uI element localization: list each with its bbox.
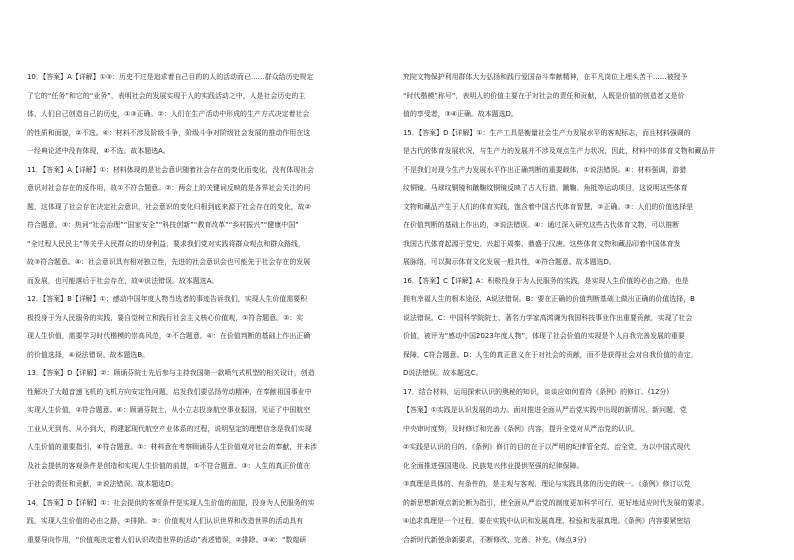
text-line: 合新时代新使命新要求，不断修改、完善、补充。(每点3分) (403, 535, 587, 544)
text-line: 14．【答案】D【详解】①：社会提供的客观条件是实现人生价值的前提，投身为人民服务的实 (27, 498, 315, 507)
left-column (27, 68, 390, 549)
text-line: 的性质和面貌，②不选。④：材料不涉及阶级斗争，阶级斗争对阶级社会发展的推动作用在这 (27, 128, 311, 137)
text-line: 15．【答案】D【详解】①：生产工具是衡量社会生产力发展水平的客观标志，而且材料强调的 (403, 128, 691, 137)
text-line: 化全面推进强国建设、民族复兴伟业提供坚强的纪律保障。 (403, 461, 584, 470)
text-line: 中央审时度势，及时修订和完善《条例》内容，提升全党对从严治党的认识。 (403, 424, 639, 433)
text-line: 题，这体现了社会存在决定社会意识，社会意识的变化归根到底来源于社会存在的变化，故② (27, 202, 311, 211)
text-line: 人生价值的重要指引，④符合题意。①：材料意在考察顾诵芬人生价值观对社会的奉献，并未涉 (27, 443, 318, 451)
text-line: 符合题意。③：热词“社会治理”“国家安全”“科技创新”“教育改革”“乡村振兴”“健康中国” (27, 221, 299, 229)
text-line: “全过程人民民主”等关乎人民群众的切身利益，要求我们党对实践将群众观点和群众路线， (27, 239, 305, 248)
text-line: 在价值判断的基础上作出的，③说法错误。④：通过深入研究这些古代体育文物，可以推断 (403, 221, 680, 229)
text-line: 展脉络，可以揭示体育文化发展一般共性，④符合题意。故本题选D。 (403, 258, 616, 266)
text-line: 极投身于为人民服务的实践，要自觉树立和践行社会主义核心价值观，①符合题意。②：实 (27, 313, 304, 322)
text-line: 拥有幸福人生的根本途径，A说法错误。B：要在正确的价值判断基础上做出正确的价值选择，B (403, 295, 695, 303)
text-line: 工业从无到有、从小到大，构建起现代航空产业体系的过程，说明坚定的理想信念是我们实现 (27, 424, 312, 433)
text-line: 故③符合题意。④：社会意识具有相对独立性，先进的社会意识会也可能先于社会存在的发展 (27, 258, 311, 266)
text-line: 纹铜镜、马球纹铜镜和蹴鞠纹铜镜反映了古人行猎、蹴鞠、角抵等运动项目，这说明这些体育 (403, 184, 688, 192)
text-line: 于社会的责任和贡献，②说法错误。故本题选D。 (27, 480, 178, 488)
text-line: 10．【答案】A【详解】①③：历史不过是追求着自己目的的人的活动而已……群众给历史规定 (27, 73, 314, 81)
text-line: ②实践是认识的目的。《条例》修订的目的在于以严明的纪律管全党、治全党，为以中国式现代 (403, 443, 691, 451)
text-line: “时代楷模”称号”，表明人的价值主要在于对社会的责任和贡献，人既是价值的创造者又是价 (403, 91, 685, 100)
text-line: 保障，C符合题意。D：人生的真正意义在于对社会的贡献，而不是获得社会对自我价值的肯定， (403, 350, 698, 359)
text-line: ③真理是具体的、有条件的，是主观与客观、理论与实践具体的历史的统一。《条例》修订以党 (403, 480, 691, 488)
text-line: 12．【答案】B【详解】①：感动中国年度人物当选者的事迹告诉我们，实现人生价值需要积 (27, 295, 308, 303)
text-line: 16．【答案】C【详解】A：积极投身于为人民服务的实践，是实现人生价值的必由之路，也是 (403, 276, 689, 285)
text-line: 是古代的体育发展状况，与生产力的发展并不涉及观点生产力状况，因此，材料中的体育文物和藏品并 (403, 147, 716, 155)
text-line: 重要导向作用，“价值观决定着人们认识改造世界的活动”表述错误，②排除。③④：“数煌研 (27, 535, 307, 544)
text-line: 践，实现人生价值的必由之路，②排除。②：价值观对人们认识世界和改造世界的活动具有 (27, 517, 304, 525)
text-line: 而发展，也可能落后于社会存在，故④说法错误。故本题选A。 (27, 276, 219, 285)
text-line: 实现人生价值，②符合题意。④：顾诵芬院士，从小立志投身航空事业报国，见证了中国航空 (27, 406, 311, 414)
text-line: 体，人们自己创造自己的历史，①③正确。②：人们在生产活动中形成的生产方式决定着社会 (27, 110, 310, 118)
text-line: 现人生价值，需要学习时代楷模的崇高风范，②不合题意。④：在价值判断的基础上作出正确 (27, 332, 311, 340)
text-line: 值的享受者，③④正确。故本题选D。 (403, 110, 518, 118)
text-line: 【答案】①实践是认识发展的动力。面对推进全面从严治党实践中出现的新情况、新问题，党 (403, 406, 687, 414)
text-line: 文物和藏品产生于人们的体育实践，饱含着中国古代体育智慧，②正确。③：人们的价值选择是 (403, 202, 694, 211)
text-line: 17．结合材料，运用探索认识的奥秘的知识，谈谈应如何看待《条例》的修订。(12分) (403, 387, 670, 396)
text-line: 究院文物保护利用群体大力弘扬和践行爱国奋斗奉献精神，在平凡岗位上埋头苦干……被授予 (403, 73, 688, 81)
text-line: D说法错误。故本题选C。 (403, 369, 483, 377)
text-line: 我国古代体育起源于党史、兴起于周秦、鼎盛于汉唐。这些体育文物和藏品印着中国体育发 (403, 239, 681, 248)
right-column (403, 68, 766, 549)
text-line: 了它的“任务”和它的“业务”，表明社会的发展实现于人的实践活动之中，人是社会历史的主 (27, 91, 306, 100)
text-line: 性解决了大超音速飞机的飞机方向安定性问题，启发我们要弘扬劳动精神，在奉献祖国事业中 (27, 387, 312, 396)
text-line: 一经典论述中没有体现，④不选。故本题选A。 (27, 147, 170, 155)
text-line: 13．【答案】D【详解】②：顾诵芬院士先后参与主持我国第一款喷气式机型的相关设计，创造 (27, 369, 315, 377)
text-line: 不是我们对现今生产力发展水平作出正确判断的重要载体，①说法错误。④：材料强调，游猎 (403, 165, 687, 174)
text-line: 的价值选择，④说法错误。故本题选B。 (27, 350, 150, 359)
text-line: ④追求真理是一个过程，要在实践中认识和发展真理、检验和发展真理。《条例》内容要紧密结 (403, 517, 691, 525)
text-line: 的新思想新观点新论断为指引，使全面从严治党的制度更加科学可行，更好地适应时代发展的要求。 (403, 498, 709, 507)
text-line: 说法错误。C：中国科学院院士、著名力学家高鸿谦为我国科技事业作出重要贡献，实现了社会 (403, 313, 693, 322)
text-line: 及社会提供的客观条件是创造和实现人生价值的前提，①不符合题意。③：人生的真正价值在 (27, 461, 311, 470)
text-line: 意识对社会存在的反作用，故①不符合题意。②：两会上的关键词反映的是各界社会关注的问 (27, 184, 311, 192)
text-line: 11．【答案】A【详解】①：材料体现的是社会意识随着社会存在的变化而变化，没有体现社会 (27, 165, 315, 174)
text-line: 价值，被评为“感动中国2023年度人物”，体现了社会价值的实现是个人自我完善发展的重要 (403, 332, 685, 340)
